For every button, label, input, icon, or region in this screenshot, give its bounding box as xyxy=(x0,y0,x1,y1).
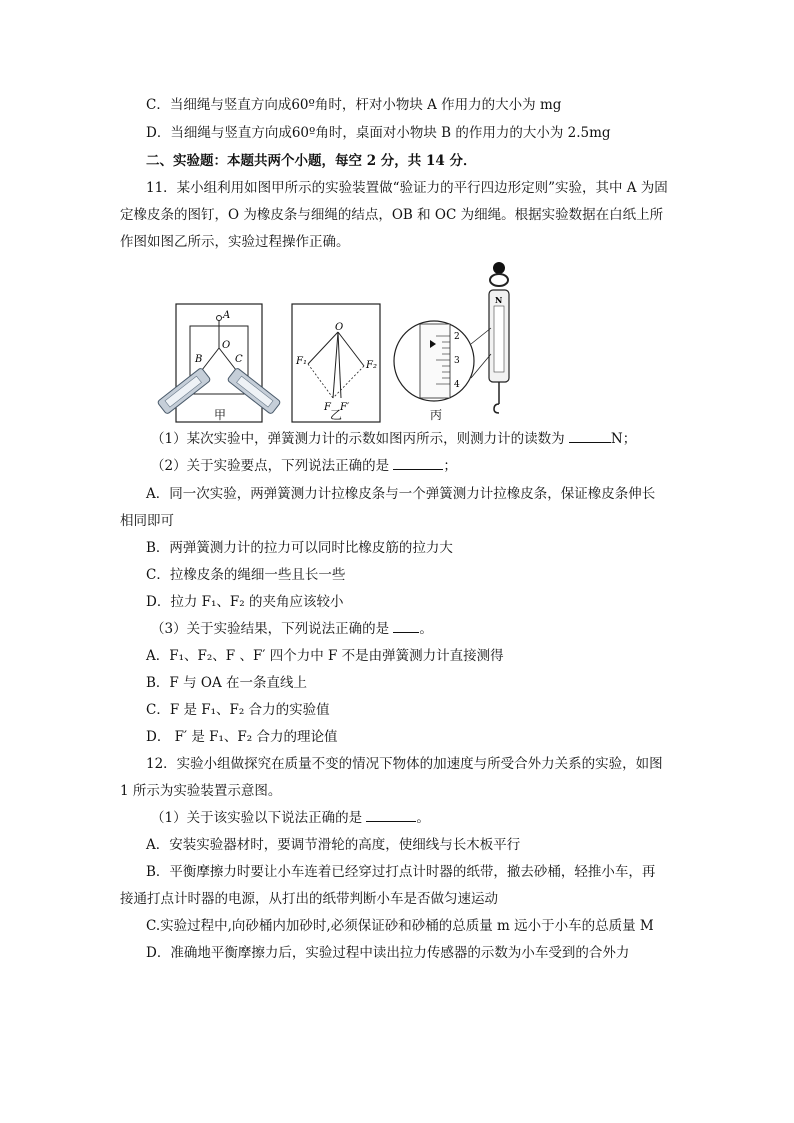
jia-label-c: C xyxy=(235,354,243,365)
q12-part1-option-c: C.实验过程中,向砂桶内加砂时,必须保证砂和砂桶的总质量 m 远小于小车的总质量 M xyxy=(146,918,654,934)
q12-part1-option-b-line1: B．平衡摩擦力时要让小车连着已经穿过打点计时器的纸带，撤去砂桶，轻推小车，再 xyxy=(146,864,656,880)
q11-part3-option-c: C．F 是 F₁、F₂ 合力的实验值 xyxy=(146,702,330,718)
bing-scale-window xyxy=(494,306,504,372)
yi-fprime-vector xyxy=(338,332,341,398)
jia-label-b: B xyxy=(195,354,203,365)
yi-f-vector xyxy=(333,332,338,398)
q11-part2-option-a-line2: 相同即可 xyxy=(120,513,174,529)
experiment-figure-svg xyxy=(148,258,528,426)
jia-spring-scale-left xyxy=(157,367,211,414)
yi-dashed-1 xyxy=(308,364,333,398)
q11-part3-option-b: B．F 与 OA 在一条直线上 xyxy=(146,675,307,691)
figure-label-jia: 甲 xyxy=(214,408,227,422)
option-c-previous: C．当细绳与竖直方向成60º角时，杆对小物块 A 作用力的大小为 mg xyxy=(146,97,562,113)
jia-string-oc xyxy=(219,348,236,370)
yi-label-f1: F₁ xyxy=(296,356,307,367)
jia-string-ob xyxy=(202,348,219,370)
q12-part1-text: （1）关于该实验以下说法正确的是 xyxy=(151,810,363,826)
bing-tick-3: 3 xyxy=(454,356,460,366)
q11-part3-suffix: 。 xyxy=(419,621,433,637)
yi-label-fprime: F′ xyxy=(340,402,350,413)
bing-hook-ring xyxy=(490,274,508,286)
section-header: 二、实验题：本题共两个小题，每空 2 分，共 14 分． xyxy=(146,153,477,169)
q11-part2 xyxy=(151,457,711,475)
q11-part2-text: （2）关于实验要点，下列说法正确的是 xyxy=(151,458,390,474)
q12-text-line-1: 12．实验小组做探究在质量不变的情况下物体的加速度与所受合外力关系的实验，如图 xyxy=(146,756,663,772)
q12-part1-suffix: 。 xyxy=(416,810,430,826)
q11-part3 xyxy=(151,620,711,638)
yi-label-o: O xyxy=(335,322,344,333)
q11-text-line-1: 11．某小组利用如图甲所示的实验装置做“验证力的平行四边形定则”实验，其中 A 为固 xyxy=(146,180,668,196)
bing-hook xyxy=(494,404,499,413)
q11-part2-blank[interactable] xyxy=(393,457,443,470)
q12-text-line-2: 1 所示为实验装置示意图。 xyxy=(120,783,282,799)
q11-text-line-3: 作图如图乙所示，实验过程操作正确。 xyxy=(120,234,350,250)
q11-part3-option-a: A．F₁、F₂、F 、F′ 四个力中 F 不是由弹簧测力计直接测得 xyxy=(146,648,504,664)
q11-part3-option-d: D． F′ 是 F₁、F₂ 合力的理论值 xyxy=(146,729,338,745)
experiment-figure xyxy=(148,258,528,426)
bing-unit-n: N xyxy=(495,295,503,305)
jia-pin xyxy=(217,316,222,321)
q11-part2-suffix: ； xyxy=(443,458,457,474)
q11-part2-option-b: B．两弹簧测力计的拉力可以同时比橡皮筋的拉力大 xyxy=(146,540,453,556)
jia-label-a: A xyxy=(223,310,231,321)
q11-part2-option-d: D．拉力 F₁、F₂ 的夹角应该较小 xyxy=(146,594,344,610)
q12-part1 xyxy=(151,809,711,827)
bing-tick-2: 2 xyxy=(454,332,460,342)
q11-part2-option-c: C．拉橡皮条的绳细一些且长一些 xyxy=(146,567,346,583)
yi-dashed-2 xyxy=(333,366,364,398)
q12-part1-option-a: A．安装实验器材时，要调节滑轮的高度，使细线与长木板平行 xyxy=(146,837,521,853)
q11-part1-blank[interactable] xyxy=(569,430,611,443)
q11-part3-blank[interactable] xyxy=(393,620,419,633)
bing-top-ring xyxy=(493,262,505,274)
q11-part1-suffix: N； xyxy=(610,431,637,447)
yi-f2-vector xyxy=(338,332,364,366)
bing-tick-4: 4 xyxy=(454,380,460,390)
q12-part1-blank[interactable] xyxy=(366,809,416,822)
figure-label-bing: 丙 xyxy=(430,408,443,422)
bing-scale xyxy=(420,324,450,398)
q11-part1 xyxy=(151,430,711,448)
jia-spring-scale-right xyxy=(227,367,281,414)
option-d-previous: D．当细绳与竖直方向成60º角时，桌面对小物块 B 的作用力的大小为 2.5mg xyxy=(146,125,611,141)
bing-zoom-line-top xyxy=(471,328,491,344)
jia-label-o: O xyxy=(222,340,231,351)
q12-part1-option-b-line2: 接通打点计时器的电源，从打出的纸带判断小车是否做匀速运动 xyxy=(120,891,498,907)
yi-label-f: F xyxy=(324,402,331,413)
figure-label-yi: 乙 xyxy=(330,408,343,422)
yi-label-f2: F₂ xyxy=(366,360,377,371)
q11-part1-text: （1）某次实验中，弹簧测力计的示数如图丙所示，则测力计的读数为 xyxy=(151,431,565,447)
q12-part1-option-d: D．准确地平衡摩擦力后，实验过程中读出拉力传感器的示数为小车受到的合外力 xyxy=(146,945,630,961)
q11-part2-option-a-line1: A．同一次实验，两弹簧测力计拉橡皮条与一个弹簧测力计拉橡皮条，保证橡皮条伸长 xyxy=(146,486,656,502)
q11-text-line-2: 定橡皮条的图钉，O 为橡皮条与细绳的结点，OB 和 OC 为细绳。根据实验数据在白纸上所 xyxy=(120,207,664,223)
yi-f1-vector xyxy=(308,332,338,364)
q11-part3-text: （3）关于实验结果，下列说法正确的是 xyxy=(151,621,390,637)
